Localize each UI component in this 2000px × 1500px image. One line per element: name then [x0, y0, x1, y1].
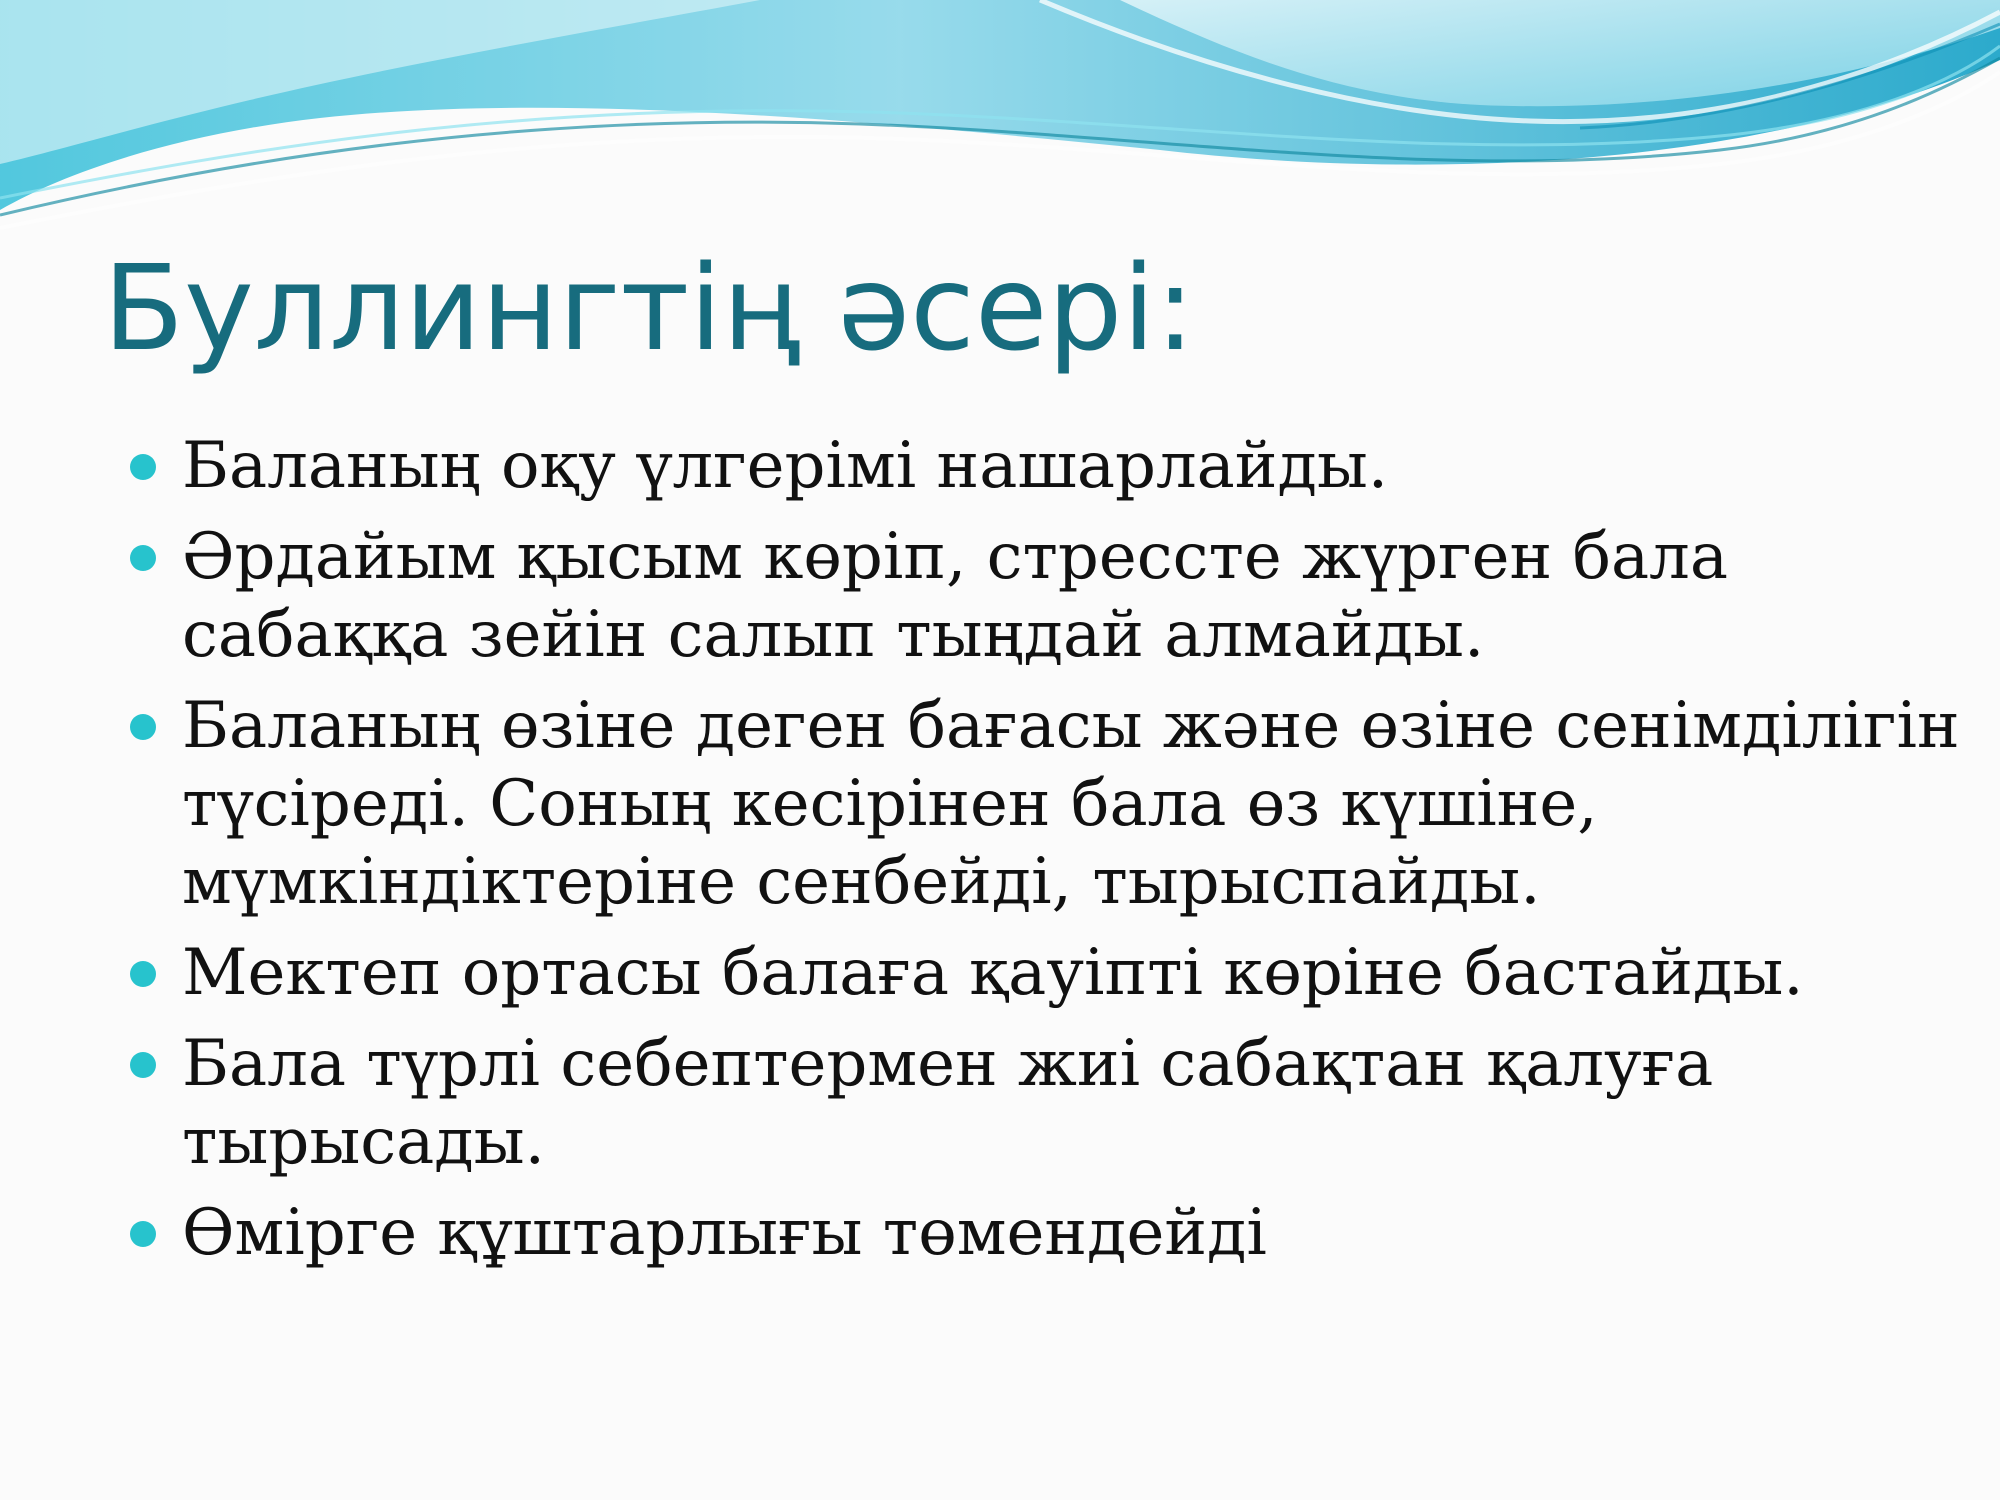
bullet-item: [130, 1025, 1980, 1181]
wave-decoration: [0, 0, 2000, 240]
bullet-text: Бала түрлі себептермен жиі сабақтан қалуға тырысады.: [182, 1027, 1714, 1179]
bullet-text: Баланың өзіне деген бағасы және өзіне сенімділігін түсіреді. Соның кесірінен бала өз күшіне, мүмкіндіктеріне сенбейді, тырыспайды.: [182, 689, 1960, 919]
circle-bullet-icon: [130, 714, 156, 740]
bullet-text: Баланың оқу үлгерімі нашарлайды.: [182, 429, 1389, 503]
circle-bullet-icon: [130, 545, 156, 571]
slide-title: Буллингтің әсері:: [103, 239, 1195, 377]
circle-bullet-icon: [130, 1221, 156, 1247]
bullet-text: Мектеп ортасы балаға қауіпті көріне бастайды.: [182, 936, 1804, 1010]
bullet-item: [130, 518, 1980, 674]
bullet-item: [130, 934, 1980, 1012]
bullet-text: Әрдайым қысым көріп, стрессте жүрген бала сабаққа зейін салып тыңдай алмайды.: [182, 520, 1728, 672]
bullet-list: [130, 427, 1980, 1285]
bullet-text: Өмірге құштарлығы төмендейді: [182, 1196, 1267, 1270]
circle-bullet-icon: [130, 961, 156, 987]
circle-bullet-icon: [130, 1052, 156, 1078]
circle-bullet-icon: [130, 454, 156, 480]
bullet-item: [130, 687, 1980, 921]
bullet-item: [130, 1194, 1980, 1272]
bullet-item: [130, 427, 1980, 505]
